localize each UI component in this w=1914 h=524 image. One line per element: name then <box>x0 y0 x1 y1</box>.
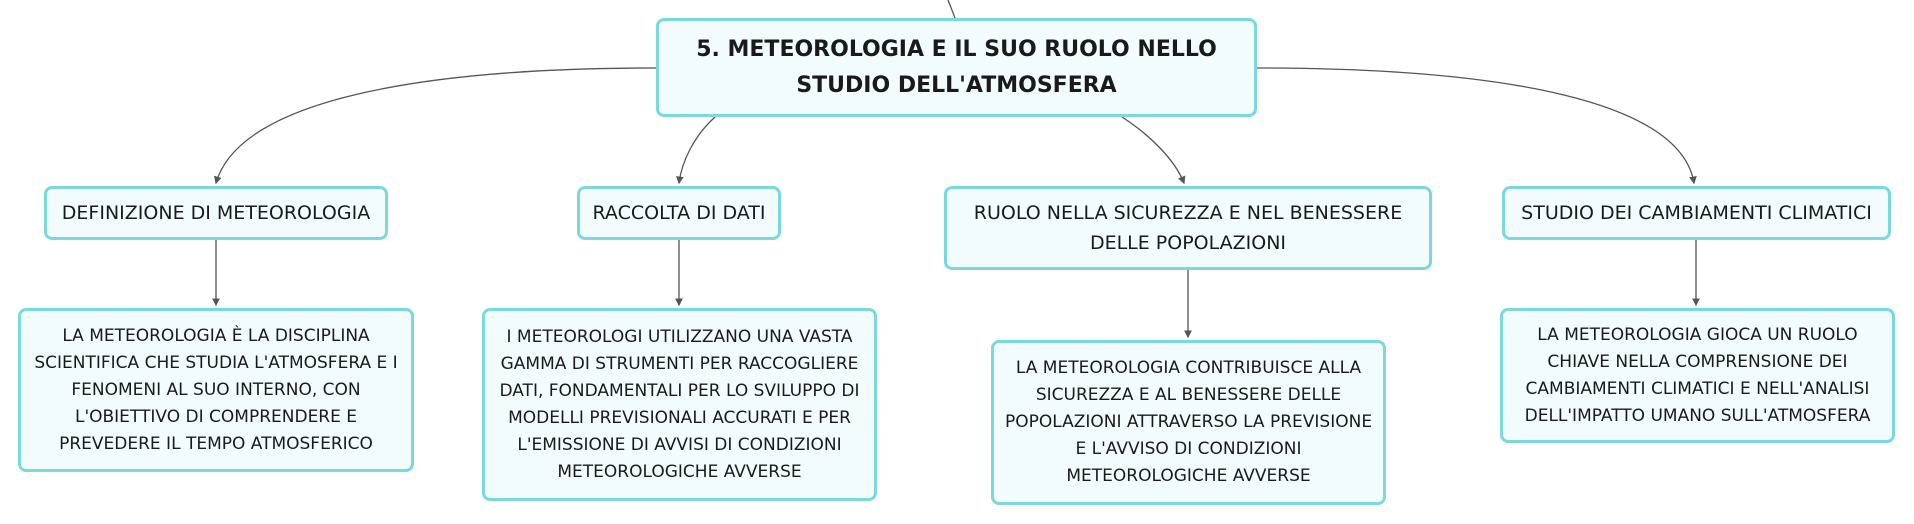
detail-cambiamenti-climatici[interactable] <box>1500 308 1895 443</box>
topic-definizione[interactable] <box>44 186 388 240</box>
detail-raccolta-dati[interactable] <box>482 308 877 501</box>
topic-cambiamenti-climatici[interactable] <box>1502 186 1891 240</box>
detail-definizione[interactable] <box>18 308 414 472</box>
detail-text: I METEOROLOGI UTILIZZANO UNA VASTA GAMMA DI STRUMENTI PER RACCOGLIERE DATI, FONDAMENTALI PER LO SVILUPPO DI MODELLI PREVISIONALI ACCURATI E PER L'EMISSIONE DI AVVISI DI CONDIZIONI METEOROLOGICHE AVVERSE <box>499 326 860 482</box>
detail-sicurezza-benessere[interactable] <box>991 340 1386 505</box>
connector-root-topic-2 <box>679 117 715 183</box>
central-topic[interactable] <box>656 18 1257 117</box>
connector-parent <box>948 0 955 18</box>
topic-raccolta-dati[interactable] <box>577 186 781 240</box>
central-topic-title: 5. METEOROLOGIA E IL SUO RUOLO NELLO STUDIO DELL'ATMOSFERA <box>696 36 1217 98</box>
topic-label: RUOLO NELLA SICUREZZA E NEL BENESSERE DELLE POPOLAZIONI <box>973 202 1403 254</box>
topic-sicurezza-benessere[interactable] <box>944 186 1432 270</box>
connector-root-topic-4 <box>1257 68 1694 183</box>
detail-text: LA METEOROLOGIA È LA DISCIPLINA SCIENTIFICA CHE STUDIA L'ATMOSFERA E I FENOMENI AL SUO INTERNO, CON L'OBIETTIVO DI COMPRENDERE E PREVEDERE IL TEMPO ATMOSFERICO <box>34 325 398 454</box>
connector-root-topic-1 <box>216 68 656 183</box>
detail-text: LA METEOROLOGIA CONTRIBUISCE ALLA SICUREZZA E AL BENESSERE DELLE POPOLAZIONI ATTRAVERSO LA PREVISIONE E L'AVVISO DI CONDIZIONI METEOROLOGICHE AVVERSE <box>1004 358 1373 486</box>
topic-label: DEFINIZIONE DI METEOROLOGIA <box>61 202 371 224</box>
topic-label: STUDIO DEI CAMBIAMENTI CLIMATICI <box>1521 202 1872 224</box>
topic-label: RACCOLTA DI DATI <box>592 202 766 224</box>
connector-root-topic-3 <box>1122 117 1184 183</box>
detail-text: LA METEOROLOGIA GIOCA UN RUOLO CHIAVE NELLA COMPRENSIONE DEI CAMBIAMENTI CLIMATICI E NELL'ANALISI DELL'IMPATTO UMANO SULL'ATMOSFERA <box>1524 324 1871 426</box>
